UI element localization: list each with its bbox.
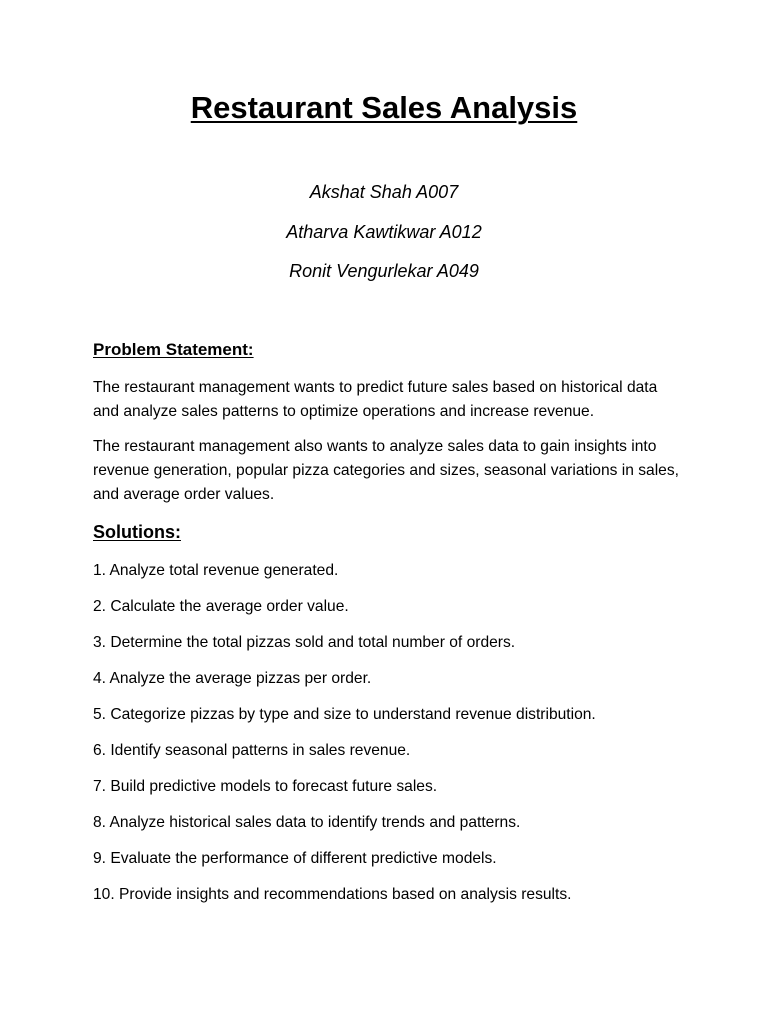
solution-item: 4. Analyze the average pizzas per order. <box>93 670 372 687</box>
solutions-heading: Solutions: <box>93 522 181 542</box>
solution-item: 3. Determine the total pizzas sold and total number of orders. <box>93 634 516 651</box>
solution-item: 6. Identify seasonal patterns in sales revenue. <box>93 742 411 759</box>
solution-item: 7. Build predictive models to forecast future sales. <box>93 778 438 795</box>
solution-item: 2. Calculate the average order value. <box>93 598 349 615</box>
author-list <box>0 180 768 299</box>
author-name: Atharva Kawtikwar A012 <box>286 221 482 242</box>
author-name: Akshat Shah A007 <box>309 182 459 202</box>
solution-item: 8. Analyze historical sales data to identify trends and patterns. <box>93 814 521 831</box>
problem-statement-paragraph: The restaurant management wants to predict future sales based on historical data and analyze sales patterns to optimize operations and increase revenue. <box>93 379 658 420</box>
document-title: Restaurant Sales Analysis <box>190 90 578 125</box>
solution-item: 1. Analyze total revenue generated. <box>93 562 339 579</box>
problem-statement-heading: Problem Statement: <box>93 340 254 359</box>
solution-item: 5. Categorize pizzas by type and size to understand revenue distribution. <box>93 706 596 723</box>
author-name: Ronit Vengurlekar A049 <box>289 261 479 281</box>
solutions-list <box>93 559 693 919</box>
solution-item: 10. Provide insights and recommendations based on analysis results. <box>93 886 572 903</box>
problem-statement-paragraph: The restaurant management also wants to analyze sales data to gain insights into revenue generation, popular pizza categories and sizes, seasonal variations in sales, and average order values. <box>93 438 679 503</box>
solution-item: 9. Evaluate the performance of different predictive models. <box>93 850 497 867</box>
